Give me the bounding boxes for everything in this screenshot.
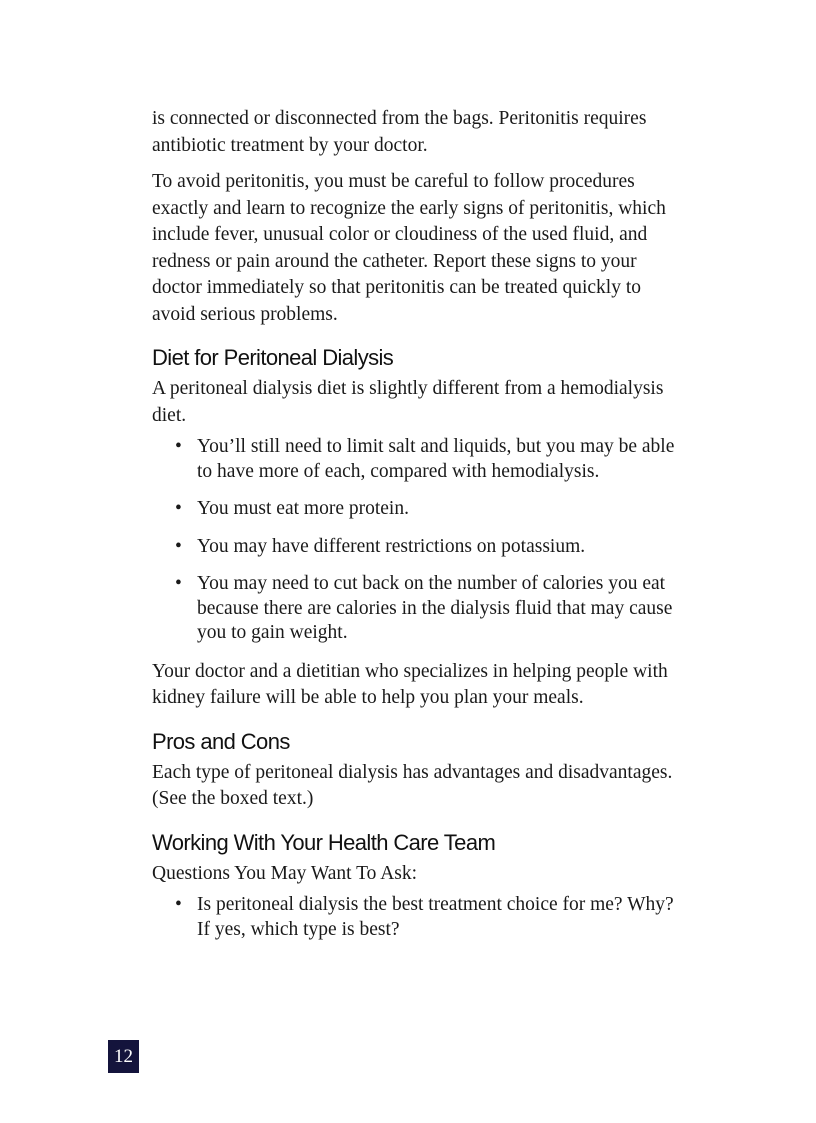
list-item	[152, 572, 682, 646]
bullet-icon: •	[175, 535, 182, 557]
list-item-text: Is peritoneal dialysis the best treatment choice for me? Why? If yes, which type is best?	[197, 894, 674, 940]
page-content	[152, 106, 682, 955]
bullet-icon: •	[175, 498, 182, 519]
paragraph-questions-intro: Questions You May Want To Ask:	[152, 862, 418, 884]
bullet-icon: •	[175, 436, 182, 457]
paragraph-peritonitis-treatment: is connected or disconnected from the bags. Peritonitis requires antibiotic treatment by your doctor.	[152, 108, 647, 156]
heading-pros-cons: Pros and Cons	[152, 728, 290, 754]
list-item	[152, 435, 682, 484]
list-item-text: You may have different restrictions on potassium.	[197, 535, 586, 557]
paragraph-avoid-peritonitis: To avoid peritonitis, you must be careful to follow procedures exactly and learn to recognize the early signs of peritonitis, which include fever, unusual color or cloudiness of the used fluid, and redness or pain around the catheter. Report these signs to your doctor immediately so that peritonitis can be treated quickly to avoid serious problems.	[152, 171, 666, 325]
list-item	[152, 535, 682, 560]
page-number: 12	[108, 1040, 139, 1073]
list-item	[152, 497, 682, 522]
questions-bullet-list	[152, 893, 682, 942]
bullet-icon: •	[175, 894, 182, 915]
heading-diet: Diet for Peritoneal Dialysis	[152, 345, 394, 370]
heading-health-care-team: Working With Your Health Care Team	[152, 829, 496, 855]
diet-bullet-list	[152, 435, 682, 646]
bullet-icon: •	[175, 573, 182, 594]
paragraph-pros-cons: Each type of peritoneal dialysis has advantages and disadvantages. (See the boxed text.)	[152, 761, 673, 809]
paragraph-diet-closing: Your doctor and a dietitian who specializes in helping people with kidney failure will be able to help you plan your meals.	[152, 660, 668, 708]
list-item-text: You may need to cut back on the number of calories you eat because there are calories in the dialysis fluid that may cause you to gain weight.	[197, 573, 673, 643]
list-item	[152, 893, 682, 942]
paragraph-diet-intro: A peritoneal dialysis diet is slightly different from a hemodialysis diet.	[152, 378, 664, 426]
list-item-text: You’ll still need to limit salt and liquids, but you may be able to have more of each, compared with hemodialysis.	[197, 436, 675, 482]
list-item-text: You must eat more protein.	[197, 498, 409, 519]
